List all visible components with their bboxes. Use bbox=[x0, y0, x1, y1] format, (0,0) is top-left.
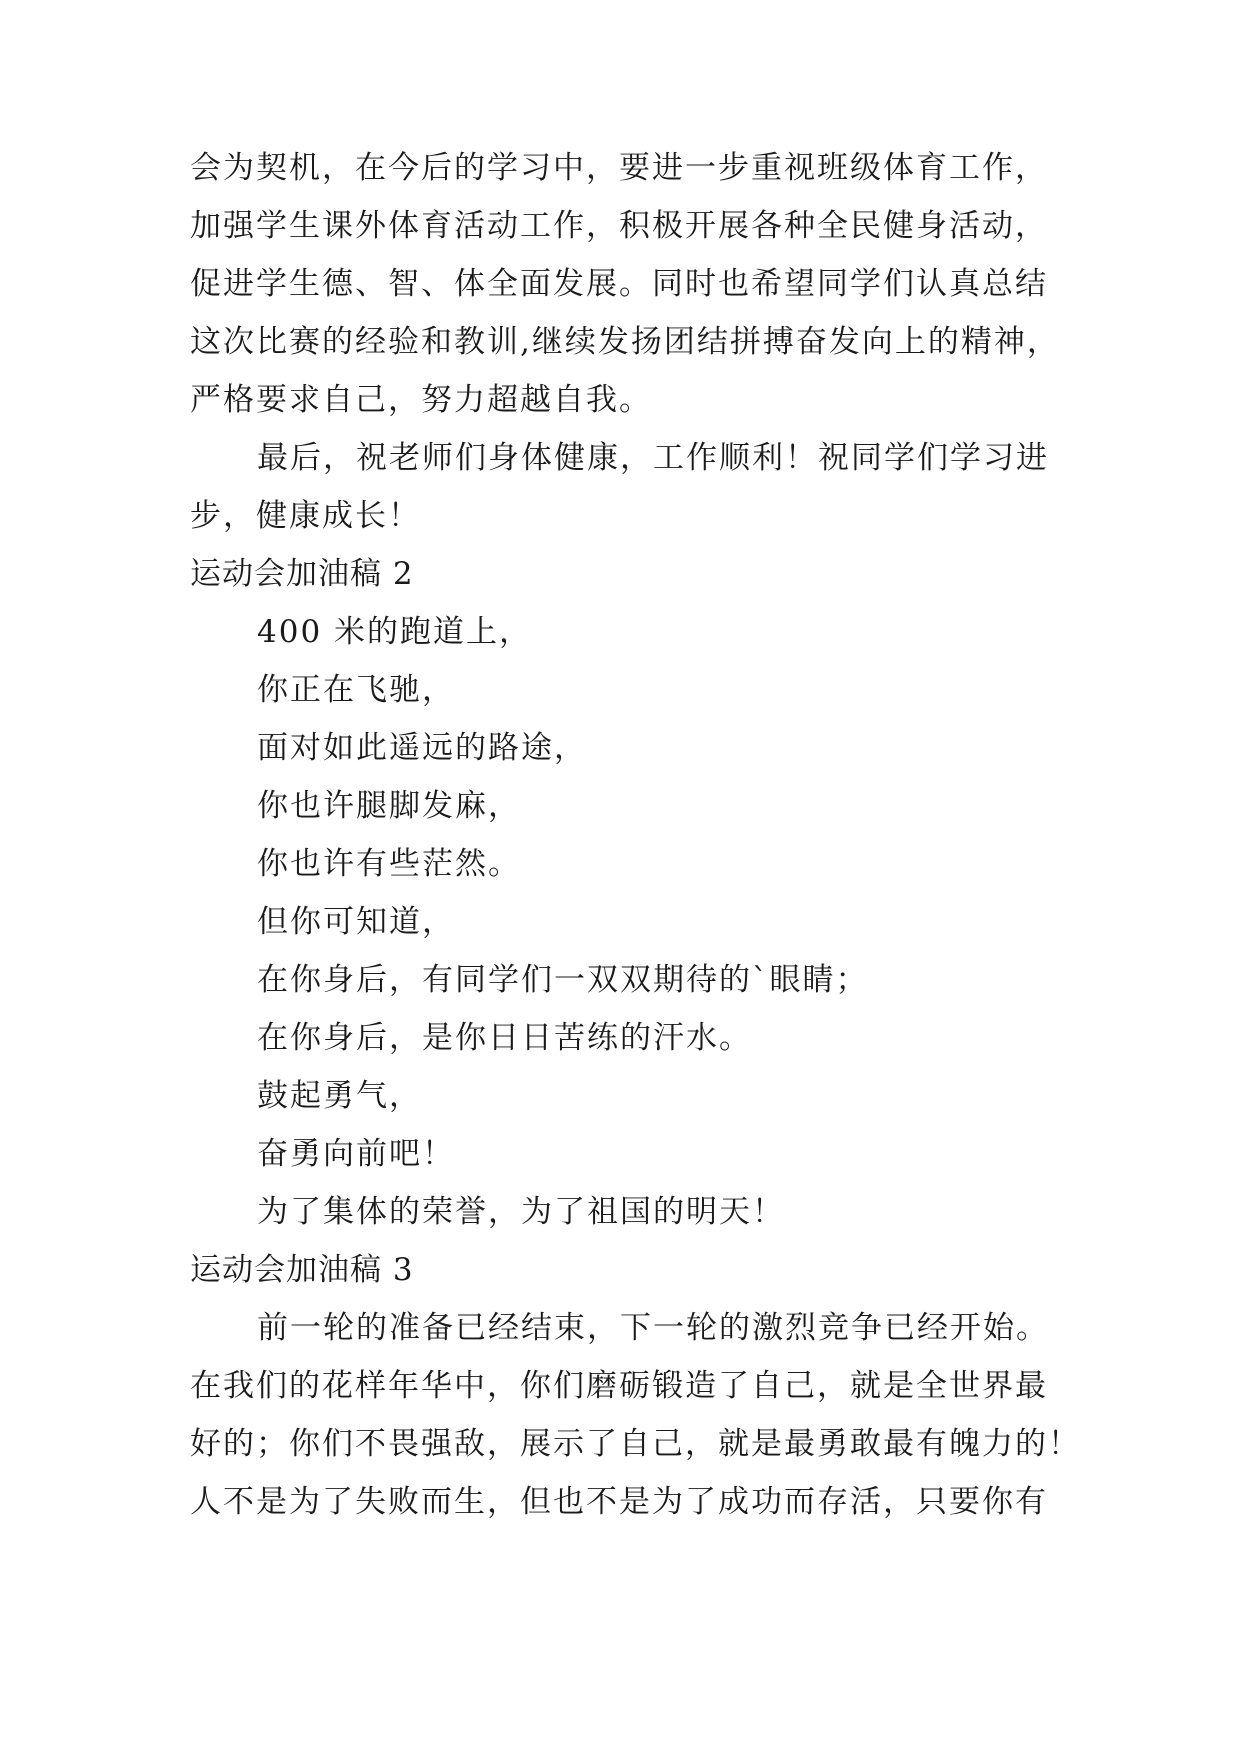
paragraph-line: 严格要求自己，努力超越自我。 bbox=[190, 382, 652, 418]
poem-line: 鼓起勇气， bbox=[257, 1078, 422, 1114]
poem-line: 你正在飞驰， bbox=[257, 672, 455, 708]
poem-line: 面对如此遥远的路途， bbox=[257, 730, 587, 766]
section-heading: 运动会加油稿 3 bbox=[190, 1252, 414, 1288]
paragraph-line: 好的；你们不畏强敌，展示了自己，就是最勇敢最有魄力的！ bbox=[190, 1426, 1081, 1462]
poem-line: 但你可知道， bbox=[257, 904, 455, 940]
paragraph-line: 最后，祝老师们身体健康，工作顺利！祝同学们学习进 bbox=[257, 440, 1049, 476]
paragraph-line: 会为契机，在今后的学习中，要进一步重视班级体育工作， bbox=[190, 150, 1048, 186]
paragraph-line: 这次比赛的经验和教训,继续发扬团结拼搏奋发向上的精神， bbox=[190, 324, 1060, 360]
poem-line: 400 米的跑道上， bbox=[257, 614, 533, 650]
paragraph-line: 促进学生德、智、体全面发展。同时也希望同学们认真总结 bbox=[190, 266, 1048, 302]
poem-line: 在你身后，是你日日苦练的汗水。 bbox=[257, 1020, 752, 1056]
poem-line: 在你身后，有同学们一双双期待的`眼睛； bbox=[257, 962, 869, 998]
paragraph-line: 加强学生课外体育活动工作，积极开展各种全民健身活动， bbox=[190, 208, 1048, 244]
section-heading: 运动会加油稿 2 bbox=[190, 556, 414, 592]
paragraph-line: 在我们的花样年华中，你们磨砺锻造了自己，就是全世界最 bbox=[190, 1368, 1048, 1404]
paragraph-line: 人不是为了失败而生，但也不是为了成功而存活，只要你有 bbox=[190, 1484, 1048, 1520]
poem-line: 为了集体的荣誉，为了祖国的明天！ bbox=[257, 1194, 785, 1230]
paragraph-line: 步，健康成长！ bbox=[190, 498, 421, 534]
poem-line: 奋勇向前吧！ bbox=[257, 1136, 455, 1172]
poem-line: 你也许腿脚发麻， bbox=[257, 788, 521, 824]
poem-line: 你也许有些茫然。 bbox=[257, 846, 521, 882]
paragraph-line: 前一轮的准备已经结束，下一轮的激烈竞争已经开始。 bbox=[257, 1310, 1049, 1346]
